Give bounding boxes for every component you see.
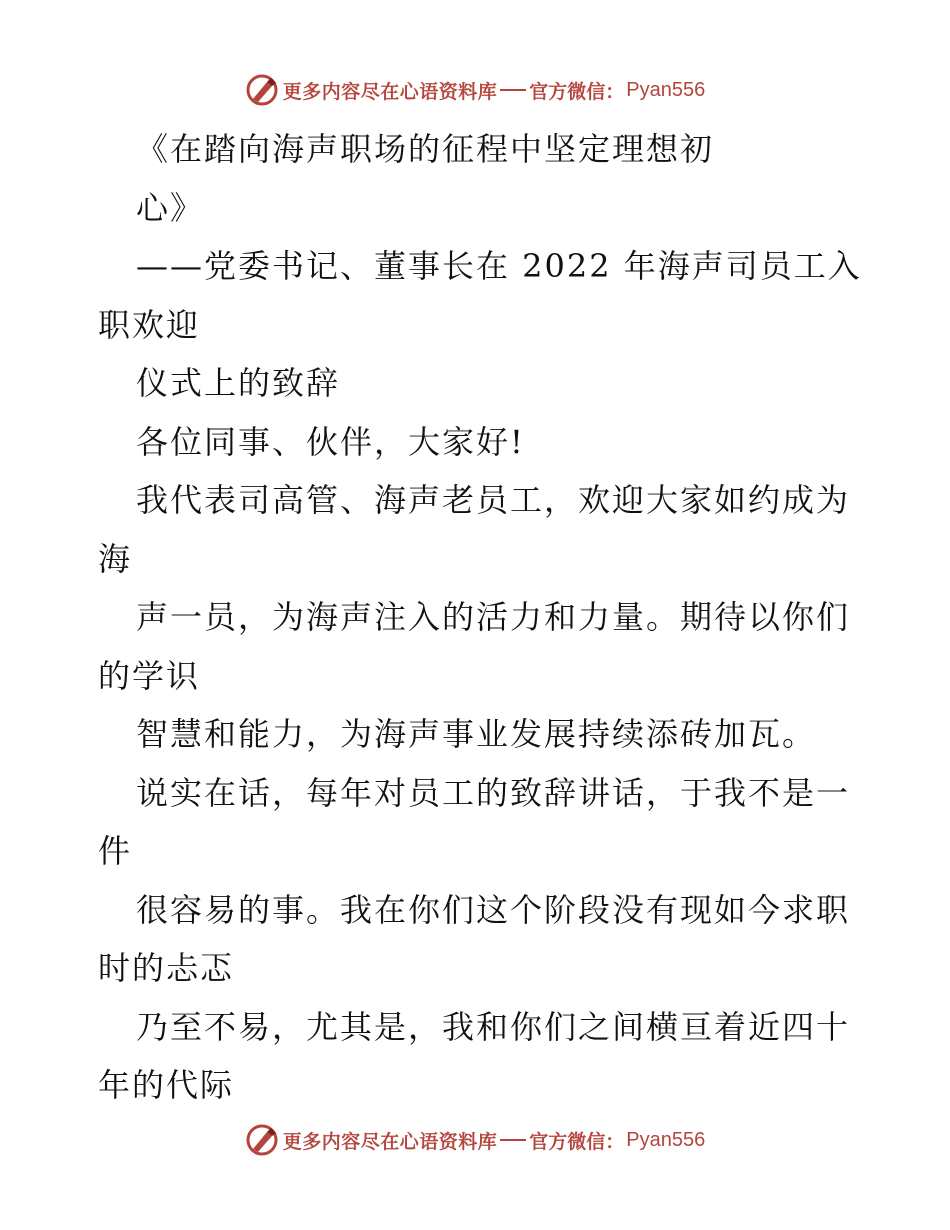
banner-wechat-label: 官方微信： [529, 1130, 625, 1153]
text-line: 很容易的事。我在你们这个阶段没有现如今求职 [136, 890, 851, 929]
text-line: 海 [98, 539, 133, 578]
banner-title: 更多内容尽在心语资料库 [282, 80, 498, 103]
document-body [98, 120, 862, 1115]
text-line: 仪式上的致辞 [136, 364, 341, 402]
text-line: 职欢迎 [98, 305, 201, 344]
text-line: 我代表司高管、海声老员工，欢迎大家如约成为 [136, 481, 851, 519]
text-line: 《在踏向海声职场的征程中坚定理想初 [136, 130, 715, 168]
header-banner [0, 70, 950, 110]
banner-dash [500, 1139, 526, 1141]
banner-wechat-label: 官方微信： [529, 80, 625, 103]
text-line: 心》 [136, 188, 205, 227]
banner-dash [500, 89, 526, 91]
text-line: 件 [98, 832, 133, 870]
text-line: 乃至不易，尤其是，我和你们之间横亘着近四十 [136, 1007, 851, 1046]
pen-logo-icon [245, 1123, 279, 1157]
text-line: ——党委书记、董事长在 2022 年海声司员工入 [136, 247, 862, 285]
banner-wechat-id: Pyan556 [626, 78, 706, 101]
text-line: 各位同事、伙伴，大家好! [136, 422, 525, 461]
banner-wechat-id: Pyan556 [626, 1128, 706, 1151]
text-line: 声一员，为海声注入的活力和力量。期待以你们 [136, 598, 851, 636]
text-line: 说实在话，每年对员工的致辞讲话，于我不是一 [136, 773, 851, 812]
banner-title: 更多内容尽在心语资料库 [282, 1130, 498, 1153]
text-line: 智慧和能力，为海声事业发展持续添砖加瓦。 [136, 715, 817, 753]
text-line: 年的代际 [98, 1066, 235, 1104]
text-line: 时的忐忑 [98, 949, 235, 987]
pen-logo-icon [245, 73, 279, 107]
footer-banner [0, 1120, 950, 1160]
text-line: 的学识 [98, 656, 201, 695]
